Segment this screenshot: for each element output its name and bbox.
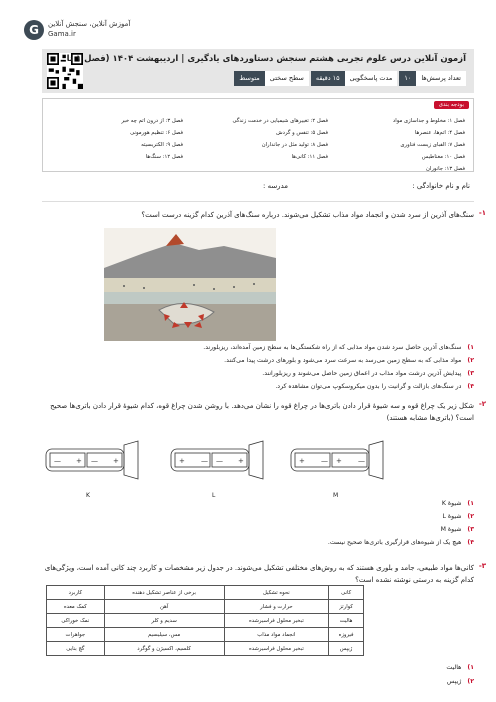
svg-text:—: — bbox=[54, 457, 61, 465]
school-label[interactable]: مدرسه : bbox=[262, 182, 288, 190]
budget-tag: بودجه بندی bbox=[434, 101, 469, 109]
svg-text:—: — bbox=[358, 457, 365, 465]
svg-text:—: — bbox=[216, 457, 223, 465]
question-3-option-2[interactable]: ۲) ژیپس bbox=[446, 678, 474, 685]
duration-pill: مدت پاسخگویی ۱۵ دقیقه bbox=[311, 71, 397, 86]
difficulty-pill: سطح سختی متوسط bbox=[234, 71, 308, 86]
table-row: هالیت تبخیر محلول فراسیرشده سدیم و کلر نمک خوراکی bbox=[47, 614, 364, 628]
svg-text:—: — bbox=[91, 457, 98, 465]
brand bbox=[24, 20, 154, 42]
question-3-text: کانی‌ها مواد طبیعی، جامد و بلوری هستند که به روش‌های مختلفی تشکیل می‌شوند. در جدول زیر مشخصات و کاربرد چند کانی آمده است، ویژگی‌های کدام گزینه به درستی نوشته نشده است؟ bbox=[44, 564, 474, 584]
question-1-text: سنگ‌های آذرین از سرد شدن و انجماد مواد مذاب تشکیل می‌شوند. درباره سنگ‌های آذرین کدام گزینه درست است؟ bbox=[141, 211, 474, 219]
table-row: فیروزه انجماد مواد مذاب مس، سیلیسیم جواهرات bbox=[47, 628, 364, 642]
minerals-table bbox=[46, 585, 364, 656]
topics-column-1: فصل ۱: مخلوط و جداسازی مواد فصل ۴: اتم‌ها، عنصرها فصل ۷: الفبای زیست فناوری فصل ۱۰: مغناطیس فصل ۱۳: جانوران bbox=[392, 118, 465, 172]
igneous-rock-illustration bbox=[104, 228, 276, 341]
question-1-option-3[interactable]: ۳) پیدایش آذرین درشت مواد مذاب در اعماق زمین حاصل می‌شوند و ریزبلورانند. bbox=[262, 370, 474, 377]
question-number: -۲ bbox=[478, 400, 486, 408]
table-row: ژیپس تبخیر محلول فراسیرشده کلسیم، اکسیژن و گوگرد گچ بنایی bbox=[47, 642, 364, 656]
table-row: کوارتز حرارت و فشار آهن کمک معده bbox=[47, 600, 364, 614]
exam-info-pills bbox=[234, 71, 466, 86]
question-1-option-1[interactable]: ۱) سنگ‌های آذرین حاصل سرد شدن مواد مذابی که از راه شکستگی‌ها به سطح زمین آمده‌اند، ریزبلورند. bbox=[203, 344, 474, 351]
exam-header bbox=[42, 49, 474, 93]
battery-label-k: K bbox=[86, 492, 90, 499]
topics-column-2: فصل ۲: تغییرهای شیمیایی در خدمت زندگی فصل ۵: تنفس و گردش فصل ۸: تولید مثل در جانداران فصل ۱۱: کانی‌ها bbox=[232, 118, 328, 160]
brand-domain: Gama.ir bbox=[48, 30, 76, 38]
svg-text:+: + bbox=[113, 457, 119, 465]
brand-slogan: آموزش آنلاین، سنجش آنلاین bbox=[48, 20, 131, 28]
svg-text:+: + bbox=[179, 457, 185, 465]
svg-text:+: + bbox=[238, 457, 244, 465]
topics-column-3: فصل ۳: از درون اتم چه خبر فصل ۶: تنظیم هورمونی فصل ۹: الکتریسیته فصل ۱۲: سنگ‌ها bbox=[121, 118, 183, 160]
question-number: -۱ bbox=[478, 209, 486, 217]
question-number: -۳ bbox=[478, 562, 486, 570]
svg-text:+: + bbox=[336, 457, 342, 465]
question-2-option-2[interactable]: ۲) شیوهٔ L bbox=[442, 513, 474, 520]
budget-topics-box bbox=[42, 98, 474, 172]
student-name-label[interactable]: نام و نام خانوادگی : bbox=[412, 182, 470, 190]
battery-label-m: M bbox=[333, 492, 339, 499]
divider bbox=[42, 201, 474, 202]
table-header-row: کانی نحوه تشکیل برخی از عناصر تشکیل دهنده کاربرد bbox=[47, 586, 364, 600]
exam-title: آزمون آنلاین درس علوم تجربی هشتم سنجش دستاوردهای یادگیری | اردیبهشت ۱۴۰۴ (فصل ۱ تا bbox=[66, 54, 466, 64]
svg-text:—: — bbox=[321, 457, 328, 465]
question-2-option-3[interactable]: ۳) شیوهٔ M bbox=[440, 526, 474, 533]
svg-text:+: + bbox=[299, 457, 305, 465]
question-1-option-4[interactable]: ۴) در سنگ‌های بازالت و گرانیت را بدون میکروسکوپ می‌توان مشاهده کرد. bbox=[275, 383, 474, 390]
svg-text:—: — bbox=[201, 457, 208, 465]
question-2-option-4[interactable]: ۴) هیچ یک از شیوه‌های قرارگیری باتری‌ها صحیح نیست. bbox=[327, 539, 474, 546]
gama-logo-icon: G bbox=[24, 20, 44, 40]
question-count-pill: تعداد پرسش‌ها ۱۰ bbox=[399, 71, 466, 86]
flashlight-battery-diagram bbox=[46, 433, 396, 493]
question-2-option-1[interactable]: ۱) شیوهٔ K bbox=[441, 500, 474, 507]
battery-label-l: L bbox=[212, 492, 216, 499]
question-2-text: شکل زیر یک چراغ قوه و سه شیوهٔ قرار دادن باتری‌ها در چراغ قوه را نشان می‌دهد. با روشن شدن چراغ قوه، کدام شیوهٔ قرار دادن باتری‌ها صحیح است؟ (باتری‌ها مشابه هستند) bbox=[50, 402, 474, 422]
svg-text:+: + bbox=[76, 457, 82, 465]
question-3-option-1[interactable]: ۱) هالیت bbox=[446, 664, 474, 671]
question-1-option-2[interactable]: ۲) مواد مذابی که به سطح زمین می‌رسد به سرعت سرد می‌شود و بلورهای درشت پیدا می‌کنند. bbox=[224, 357, 474, 364]
